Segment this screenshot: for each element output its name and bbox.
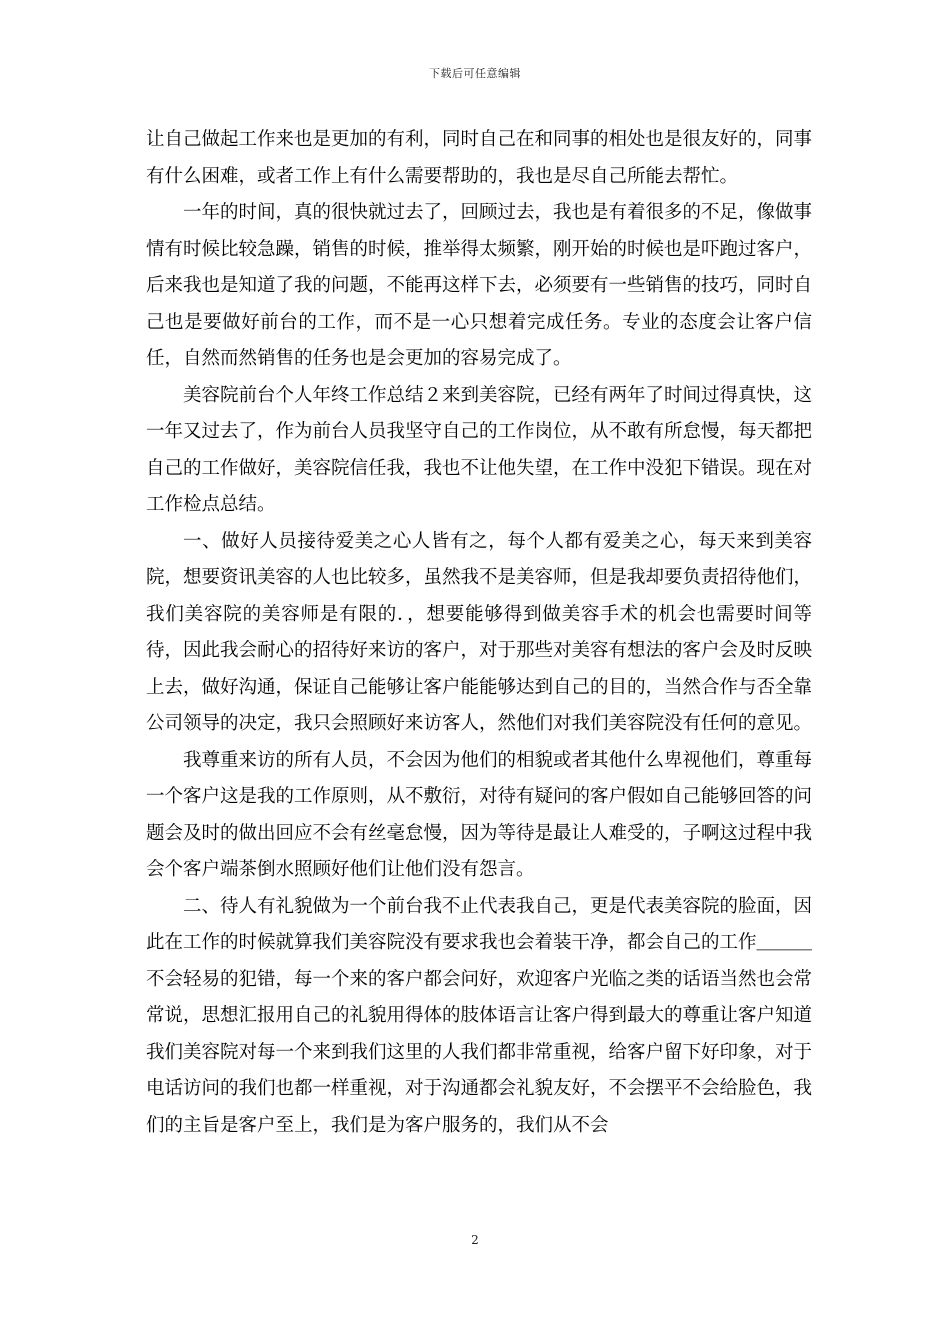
paragraph-4: 一、做好人员接待爱美之心人皆有之，每个人都有爱美之心，每天来到美容院，想要资讯美容的人也比较多，虽然我不是美容师，但是我却要负责招待他们，我们美容院的美容师是有限的．，想要能够得到做美容手术的机会也需要时间等待，因此我会耐心的招待好来访的客户，对于那些对美容有想法的客户会及时反映上去，做好沟通，保证自己能够让客户能能够达到自己的目的，当然合作与否全靠公司领导的决定，我只会照顾好来访客人，然他们对我们美容院没有任何的意见。 (146, 530, 813, 734)
paragraph-6: 二、待人有礼貌做为一个前台我不止代表我自己，更是代表美容院的脸面，因此在工作的时候就算我们美容院没有要求我也会着装干净，都会自己的工作＿＿＿不会轻易的犯错，每一个来的客户都会问好，欢迎客户光临之类的话语当然也会常常说，思想汇报用自己的礼貌用得体的肢体语言让客户得到最大的尊重让客户知道我们美容院对每一个来到我们这里的人我们都非常重视，给客户留下好印象，对于电话访问的我们也都一样重视，对于沟通都会礼貌友好，不会摆平不会给脸色，我们的主旨是客户至上，我们是为客户服务的，我们从不会 (146, 895, 813, 1136)
paragraph-2: 一年的时间，真的很快就过去了，回顾过去，我也是有着很多的不足，像做事情有时候比较急躁，销售的时候，推举得太频繁，刚开始的时候也是吓跑过客户，后来我也是知道了我的问题，不能再这样下去，必须要有一些销售的技巧，同时自己也是要做好前台的工作，而不是一心只想着完成任务。专业的态度会让客户信任，自然而然销售的任务也是会更加的容易完成了。 (146, 202, 813, 369)
paragraph-5: 我尊重来访的所有人员，不会因为他们的相貌或者其他什么卑视他们，尊重每一个客户这是我的工作原则，从不敷衍，对待有疑问的客户假如自己能够回答的问题会及时的做出回应不会有丝毫怠慢，因为等待是最让人难受的，子啊这过程中我会个客户端茶倒水照顾好他们让他们没有怨言。 (146, 749, 813, 880)
page-number: 2 (471, 1233, 479, 1247)
page-header: 下载后可任意编辑 (429, 67, 521, 80)
paragraph-3: 美容院前台个人年终工作总结２来到美容院，已经有两年了时间过得真快，这一年又过去了，作为前台人员我坚守自己的工作岗位，从不敢有所怠慢，每天都把自己的工作做好，美容院信任我，我也不让他失望，在工作中没犯下错误。现在对工作检点总结。 (146, 384, 813, 515)
document-body (146, 122, 812, 1144)
paragraph-1: 让自己做起工作来也是更加的有利，同时自己在和同事的相处也是很友好的，同事有什么困难，或者工作上有什么需要帮助的，我也是尽自己所能去帮忙。 (146, 129, 813, 187)
